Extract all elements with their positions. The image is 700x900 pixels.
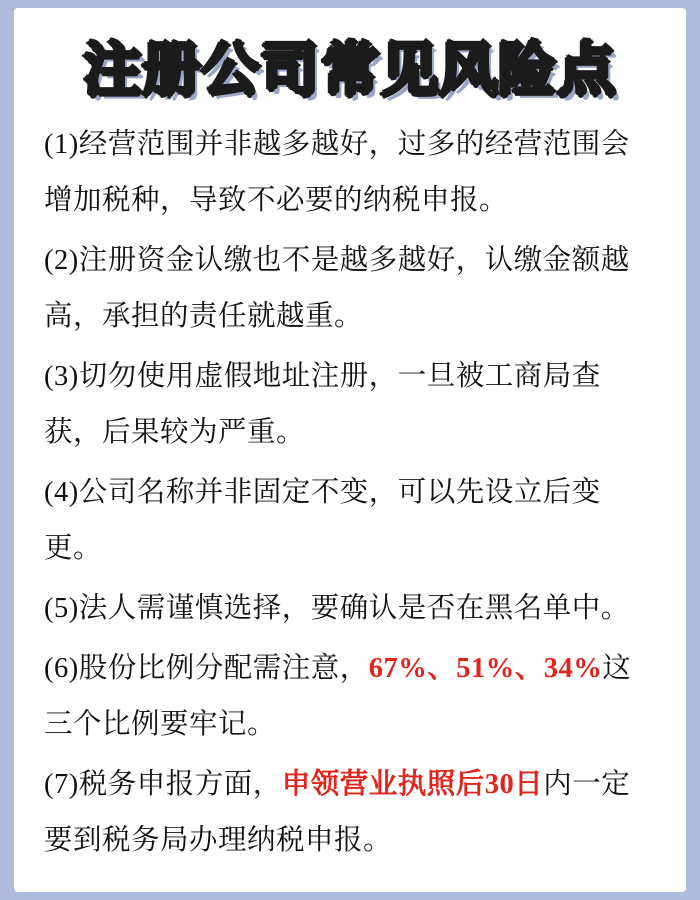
paragraph-text: (3)切勿使用虚假地址注册，一旦被工商局查获，后果较为严重。 [44,360,601,448]
risk-paragraph [44,581,656,637]
paragraph-text: (1)经营范围并非越多越好，过多的经营范围会增加税种，导致不必要的纳税申报。 [44,128,630,216]
paragraph-text: (7)税务申报方面， [44,768,282,800]
paragraph-text: (2)注册资金认缴也不是越多越好，认缴金额越高，承担的责任就越重。 [44,244,630,332]
risk-paragraph [44,233,656,345]
highlighted-text: 67%、51%、34% [368,652,603,684]
paragraph-text: 这三个比例要牢记。 [44,652,632,740]
risk-paragraph [44,641,656,753]
paragraph-text: (5)法人需谨慎选择，要确认是否在黑名单中。 [44,592,630,624]
page-title-part1: 注册公司 [83,36,320,104]
risk-paragraph [44,757,656,869]
highlighted-text: 申领营业执照后30日 [281,768,544,800]
risk-paragraph [44,465,656,577]
page-title-part2: 常见风险点 [321,36,617,104]
paragraph-text: (4)公司名称并非固定不变，可以先设立后变更。 [44,476,601,564]
page-title [44,38,656,103]
risk-paragraph [44,117,656,229]
paragraph-text: (6)股份比例分配需注意， [44,652,369,684]
paragraph-text: 内一定要到税务局办理纳税申报。 [44,768,631,856]
document-page [14,8,686,892]
risk-list [44,117,656,869]
risk-paragraph [44,349,656,461]
